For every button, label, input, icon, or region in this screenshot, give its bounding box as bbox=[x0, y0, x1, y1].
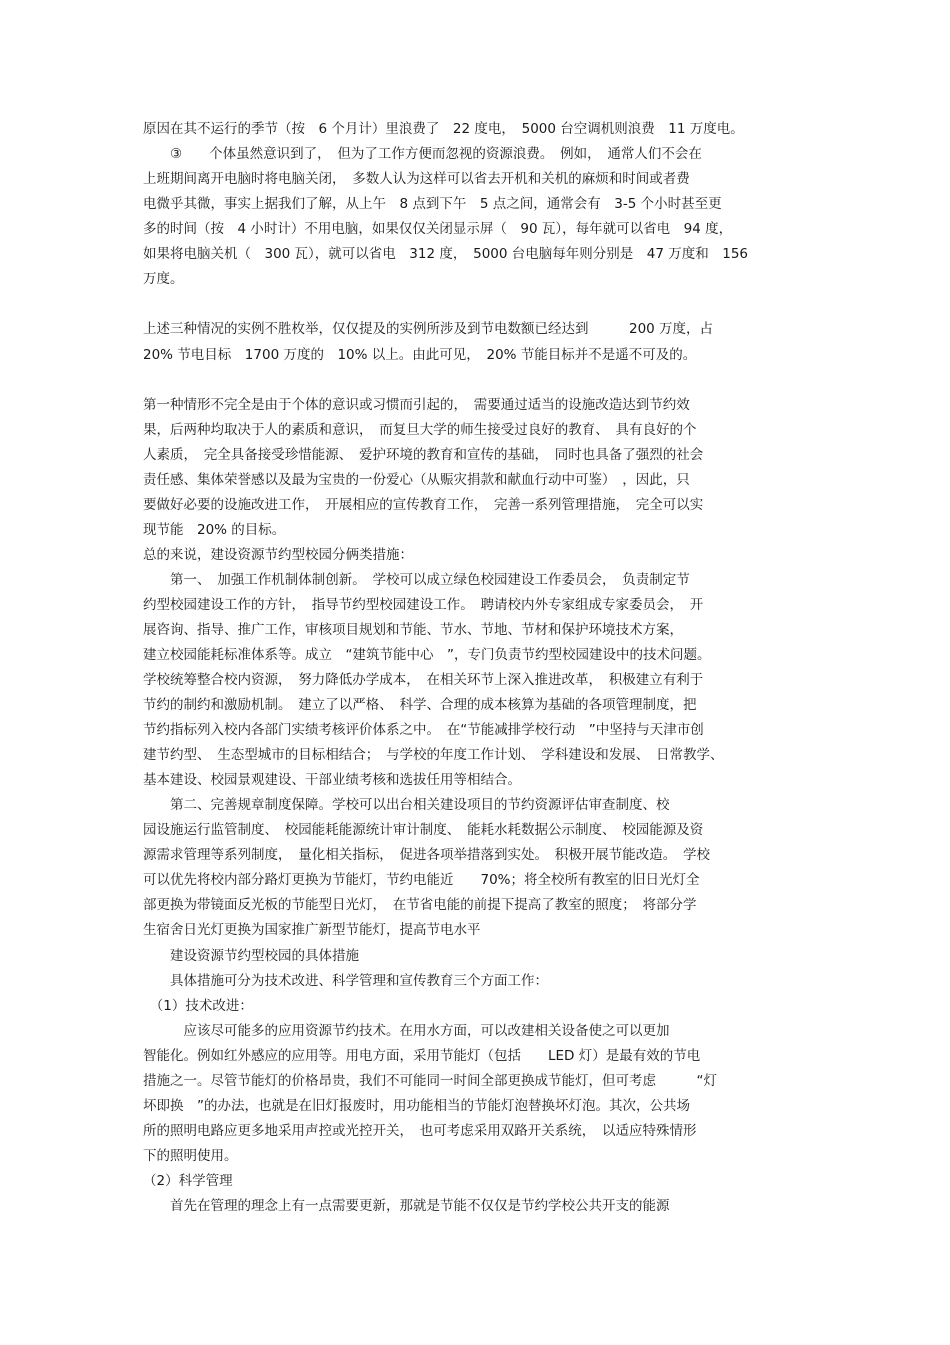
section-heading: 建设资源节约型校园的具体措施 bbox=[143, 948, 359, 964]
subsection-heading: （1）技术改进： bbox=[143, 998, 253, 1014]
text-line: 措施之一。尽管节能灯的价格昂贵，我们不可能同一时间全部更换成节能灯，但可考虑 “灯 bbox=[143, 1073, 717, 1089]
text-line: 约型校园建设工作的方针， 指导节约型校园建设工作。 聘请校内外专家组成专家委员会， 开 bbox=[143, 597, 704, 613]
text-line: 如果将电脑关机（ 300 瓦），就可以省电 312 度， 5000 台电脑每年则分别是 47 万度和 156 bbox=[143, 246, 749, 262]
text-line: 总的来说，建设资源节约型校园分俩类措施： bbox=[143, 547, 413, 563]
text-line: 建立校园能耗标准体系等。成立 “建筑节能中心 ”，专门负责节约型校园建设中的技术问题。 bbox=[143, 647, 711, 663]
text-line: 果，后两种均取决于人的素质和意识， 而复旦大学的师生接受过良好的教育、 具有良好的个 bbox=[143, 422, 697, 438]
text-line: 智能化。例如红外感应的应用等。用电方面，采用节能灯（包括 LED 灯）是最有效的节电 bbox=[143, 1048, 701, 1064]
text-line: 20% 节电目标 1700 万度的 10% 以上。由此可见， 20% 节能目标并不是遥不可及的。 bbox=[143, 347, 697, 363]
text-line: ③ 个体虽然意识到了， 但为了工作方便而忽视的资源浪费。 例如， 通常人们不会在 bbox=[143, 146, 702, 162]
text-line: 第二、完善规章制度保障。学校可以出台相关建设项目的节约资源评估审查制度、校 bbox=[143, 797, 670, 813]
text-line: 人素质， 完全具备接受珍惜能源、 爱护环境的教育和宣传的基础， 同时也具备了强烈的社会 bbox=[143, 447, 704, 463]
text-line: 第一、 加强工作机制体制创新。 学校可以成立绿色校园建设工作委员会， 负责制定节 bbox=[143, 572, 690, 588]
text-line: 建节约型、 生态型城市的目标相结合； 与学校的年度工作计划、 学科建设和发展、 日常教学、 bbox=[143, 747, 724, 763]
text-line: 节约指标列入校内各部门实绩考核评价体系之中。 在“节能减排学校行动 ”中坚持与天津市创 bbox=[143, 722, 704, 738]
text-line: 现节能 20% 的目标。 bbox=[143, 522, 286, 538]
text-line: 可以优先将校内部分路灯更换为节能灯，节约电能近 70%；将全校所有教室的旧日光灯全 bbox=[143, 872, 700, 888]
text-line: 要做好必要的设施改进工作， 开展相应的宣传教育工作， 完善一系列管理措施， 完全可以实 bbox=[143, 497, 704, 513]
text-line: 责任感、集体荣誉感以及最为宝贵的一份爱心（从赈灾捐款和献血行动中可鉴） ，因此，只 bbox=[143, 472, 690, 488]
text-line: 源需求管理等系列制度， 量化相关指标， 促进各项举措落到实处。 积极开展节能改造。 学校 bbox=[143, 847, 710, 863]
subsection-heading: （2）科学管理 bbox=[143, 1173, 233, 1189]
text-line: 节约的制约和激励机制。 建立了以严格、 科学、合理的成本核算为基础的各项管理制度，把 bbox=[143, 697, 697, 713]
text-line: 展咨询、指导、推广工作，审核项目规划和节能、节水、节地、节材和保护环境技术方案， bbox=[143, 622, 683, 638]
text-line: 基本建设、校园景观建设、干部业绩考核和选拔任用等相结合。 bbox=[143, 772, 521, 788]
text-line: 应该尽可能多的应用资源节约技术。在用水方面，可以改建相关设备使之可以更加 bbox=[143, 1023, 670, 1039]
text-line: 第一种情形不完全是由于个体的意识或习惯而引起的， 需要通过适当的设施改造达到节约效 bbox=[143, 397, 690, 413]
text-line: 部更换为带镜面反光板的节能型日光灯， 在节省电能的前提下提高了教室的照度； 将部分学 bbox=[143, 897, 697, 913]
text-line: 坏即换 ”的办法，也就是在旧灯报废时，用功能相当的节能灯泡替换坏灯泡。其次，公共场 bbox=[143, 1098, 690, 1114]
text-line: 万度。 bbox=[143, 271, 184, 287]
text-line: 所的照明电路应更多地采用声控或光控开关， 也可考虑采用双路开关系统， 以适应特殊情形 bbox=[143, 1123, 697, 1139]
text-line: 具体措施可分为技术改进、科学管理和宣传教育三个方面工作： bbox=[143, 973, 548, 989]
text-line: 学校统筹整合校内资源， 努力降低办学成本， 在相关环节上深入推进改革， 积极建立有利于 bbox=[143, 672, 704, 688]
text-line: 上述三种情况的实例不胜枚举，仅仅提及的实例所涉及到节电数额已经达到 200 万度，占 bbox=[143, 321, 714, 337]
text-line: 多的时间（按 4 小时计）不用电脑，如果仅仅关闭显示屏（ 90 瓦），每年就可以省电 94 度， bbox=[143, 221, 733, 237]
text-line: 电微乎其微，事实上据我们了解，从上午 8 点到下午 5 点之间，通常会有 3-5 个小时甚至更 bbox=[143, 196, 722, 212]
text-line: 首先在管理的理念上有一点需要更新，那就是节能不仅仅是节约学校公共开支的能源 bbox=[143, 1198, 670, 1214]
text-line: 原因在其不运行的季节（按 6 个月计）里浪费了 22 度电， 5000 台空调机则浪费 11 万度电。 bbox=[143, 121, 744, 137]
text-line: 园设施运行监管制度、 校园能耗能源统计审计制度、 能耗水耗数据公示制度、 校园能源及资 bbox=[143, 822, 704, 838]
text-line: 上班期间离开电脑时将电脑关闭， 多数人认为这样可以省去开机和关机的麻烦和时间或者费 bbox=[143, 171, 690, 187]
text-line: 生宿舍日光灯更换为国家推广新型节能灯，提高节电水平 bbox=[143, 922, 481, 938]
text-line: 下的照明使用。 bbox=[143, 1148, 238, 1164]
